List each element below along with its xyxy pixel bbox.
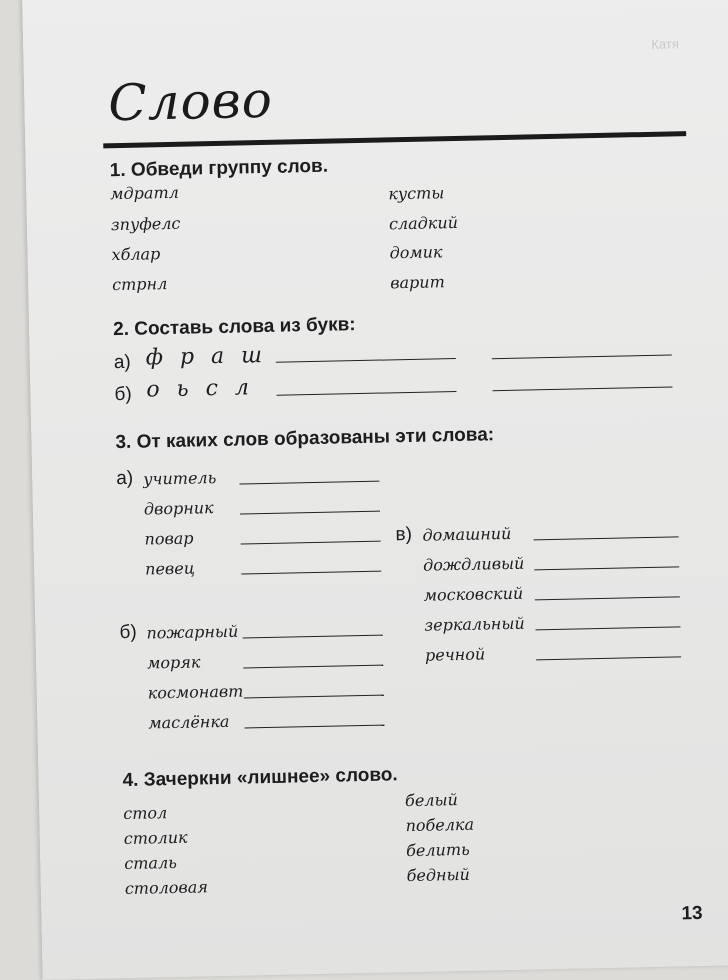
group-label-a: а) — [116, 467, 134, 490]
task3-word: московский — [423, 583, 524, 605]
task1-right-word: сладкий — [388, 212, 459, 234]
group-label-b: б) — [119, 621, 137, 644]
answer-line[interactable] — [492, 354, 672, 359]
task2-row-label: б) — [114, 383, 132, 406]
answer-line[interactable] — [240, 511, 380, 515]
task3-word: дворник — [143, 498, 214, 519]
answer-line[interactable] — [239, 481, 379, 485]
task4-heading: 4. Зачеркни «лишнее» слово. — [122, 764, 398, 792]
bleed-through-text: Катя — [651, 36, 679, 52]
task3-word: домашний — [422, 523, 512, 545]
answer-line[interactable] — [241, 541, 381, 545]
task3-word: певец — [144, 558, 196, 579]
task3-word: учитель — [143, 468, 217, 489]
task3-word: космонавт — [147, 681, 244, 703]
task1-left-word: хблар — [111, 244, 161, 265]
task3-word: маслёнка — [148, 711, 230, 733]
task1-left-word: стрнл — [111, 274, 168, 295]
task4-right-word: бедный — [406, 864, 471, 886]
answer-line[interactable] — [244, 725, 384, 729]
answer-line[interactable] — [492, 386, 672, 391]
page-number: 13 — [681, 902, 703, 925]
answer-line[interactable] — [277, 391, 457, 396]
task2-row-label: а) — [113, 351, 131, 374]
task3-word: зеркальный — [424, 613, 525, 635]
task3-word: моряк — [146, 652, 201, 673]
task3-word: дождливый — [422, 553, 525, 575]
task4-right-word: белый — [404, 790, 459, 811]
title-rule — [103, 131, 686, 148]
workbook-page — [22, 0, 728, 980]
task3-word: речной — [424, 644, 486, 665]
answer-line[interactable] — [535, 596, 680, 600]
page-title: Слово — [107, 70, 274, 133]
task1-heading: 1. Обведи группу слов. — [109, 155, 329, 182]
task1-left-word: зпуфелс — [110, 213, 181, 235]
answer-line[interactable] — [244, 695, 384, 699]
answer-line[interactable] — [241, 571, 381, 575]
task4-left-word: стол — [123, 803, 168, 824]
task2-letters: о ь с л — [146, 375, 250, 403]
task4-right-word: побелка — [405, 814, 475, 836]
task2-letters: ф р а ш — [145, 343, 263, 371]
task4-left-word: сталь — [124, 852, 178, 874]
task1-right-word: кусты — [388, 183, 445, 204]
task3-heading: 3. От каких слов образованы эти слова: — [115, 424, 495, 454]
task1-left-word: мдратл — [110, 182, 180, 204]
answer-line[interactable] — [536, 656, 681, 660]
task1-right-word: домик — [389, 242, 443, 263]
task3-word: повар — [144, 528, 194, 549]
task4-left-word: столовая — [124, 877, 209, 899]
task4-left-word: столик — [123, 827, 188, 849]
answer-line[interactable] — [243, 635, 383, 639]
task2-heading: 2. Составь слова из букв: — [112, 314, 356, 341]
group-label-v: в) — [395, 523, 413, 546]
answer-line[interactable] — [536, 626, 681, 630]
answer-line[interactable] — [534, 536, 679, 540]
task3-word: пожарный — [146, 621, 239, 643]
task1-right-word: варит — [390, 272, 445, 293]
task4-right-word: белить — [405, 839, 470, 861]
answer-line[interactable] — [534, 566, 679, 570]
answer-line[interactable] — [243, 665, 383, 669]
answer-line[interactable] — [276, 358, 456, 363]
